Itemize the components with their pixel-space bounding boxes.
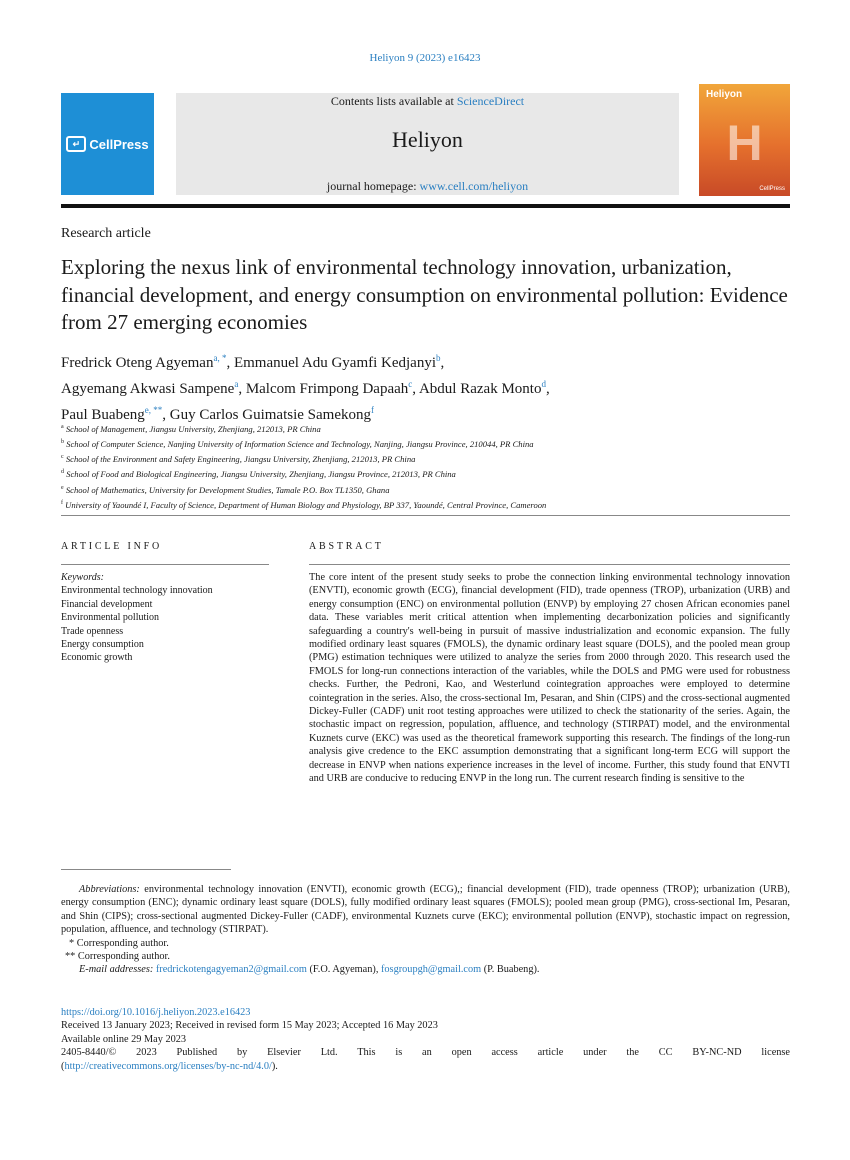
abstract-heading: ABSTRACT (309, 541, 384, 552)
keywords-label: Keywords: (61, 572, 104, 583)
cover-letter-icon: H (726, 115, 763, 171)
keyword-item: Energy consumption (61, 639, 144, 651)
affiliation-item (61, 466, 790, 481)
affiliation-label: e (61, 484, 64, 491)
email-link[interactable]: fredrickotengagyeman2@gmail.com (155, 964, 307, 976)
affiliation-text: School of Mathematics, University for Development Studies, Tamale P.O. Box TL1350, Ghana (65, 484, 390, 495)
author-affil-link[interactable]: c (408, 379, 413, 389)
article-title: Exploring the nexus link of environmental technology innovation, urbanization, financial development, and energy consumption on environmental pollution: Evidence from 27 emerging economies (61, 255, 788, 334)
doi-link[interactable]: https://doi.org/10.1016/j.heliyon.2023.e16423 (61, 1007, 251, 1018)
keyword-item: Trade openness (61, 625, 124, 637)
affiliation-label: f (61, 499, 63, 506)
author-name: Malcom Frimpong Dapaah (245, 381, 409, 397)
email-owner: (P. Buabeng). (483, 964, 540, 976)
keyword-item: Environmental pollution (61, 612, 160, 624)
cellpress-mark-icon: ↵ (66, 136, 86, 152)
online-date: Available online 29 May 2023 (61, 1033, 187, 1045)
contents-line (176, 94, 679, 109)
journal-cover-image[interactable] (699, 84, 790, 196)
cover-title: Heliyon (706, 89, 743, 100)
author-name: Emmanuel Adu Gyamfi Kedjanyi (233, 355, 437, 371)
license-text: 2405-8440/© 2023 Published by Elsevier Ltd. This is an open access article under the CC BY-NC-ND license (61, 1047, 790, 1059)
author-separator: , (412, 381, 419, 397)
corresponding-author-note: * Corresponding author. (69, 937, 169, 949)
cellpress-logo-text: CellPress (89, 136, 149, 152)
license-url-line (61, 1060, 790, 1073)
affiliation-item (61, 451, 790, 466)
footnotes (61, 883, 790, 977)
journal-header (61, 84, 790, 202)
keyword-item: Environmental technology innovation (61, 585, 213, 597)
author-separator: , (226, 355, 234, 371)
affiliation-label: a (61, 424, 64, 430)
homepage-line (176, 179, 679, 194)
contents-prefix: Contents lists available at (330, 94, 454, 108)
history-dates: Received 13 January 2023; Received in revised form 15 May 2023; Accepted 16 May 2023 (61, 1020, 438, 1032)
license-paren: ). (271, 1060, 278, 1072)
article-info-divider (61, 564, 269, 565)
affiliation-item (61, 436, 790, 451)
license-paren: ( (61, 1060, 65, 1072)
keyword-item: Financial development (61, 598, 153, 610)
license-link[interactable]: http://creativecommons.org/licenses/by-nc-nd/4.0/ (64, 1060, 272, 1072)
affiliation-label: b (61, 439, 64, 446)
affiliation-text: School of Food and Biological Engineering, Jiangsu University, Zhenjiang, Jiangsu Province, 212013, PR China (66, 469, 456, 480)
email-link[interactable]: fosgroupgh@gmail.com (380, 964, 482, 976)
abbreviations-footnote (61, 883, 790, 937)
affiliation-list (61, 421, 790, 512)
publication-info (61, 1006, 790, 1073)
author-name: Paul Buabeng (61, 407, 145, 423)
affiliation-item (61, 482, 790, 497)
journal-name: Heliyon (392, 127, 463, 152)
footnote-divider (61, 869, 231, 870)
affiliation-text: University of Yaoundé I, Faculty of Science, Department of Human Biology and Physiology, BP 337, Yaoundé, Central Province, Cameroon (65, 499, 547, 510)
abbreviations-label: Abbreviations: (79, 884, 140, 895)
author-separator: , (162, 407, 170, 423)
author-affil-link[interactable]: b (436, 353, 441, 363)
keyword-item: Economic growth (61, 652, 133, 664)
email-footnote (61, 963, 790, 976)
author-affil-link[interactable]: a, * (213, 353, 227, 363)
abbreviations-text: environmental technology innovation (ENVTI), economic growth (ECG),; financial development (FID), trade openness (TROP); urbanization (URB), energy consumption (ENC); dynamic ordinary least square (DOLS), fully modified ordinary least squares (FMOLS); pooled mean group (PMG), cross-sectional Im, Pesaran, and Shin (CIPS); cross-sectional augmented Dickey-Fuller (CADF), environmental Kuznets curve (EKC); environmental pollution (ENVP), stochastic impact on regression, population, affluence, and technology (STIRPAT). (61, 884, 791, 936)
affiliation-item (61, 497, 790, 512)
affiliation-item (61, 421, 790, 436)
cellpress-logo[interactable] (61, 93, 154, 195)
author-affil-link[interactable]: d (541, 379, 546, 389)
article-type: Research article (61, 226, 151, 241)
corresponding-author-note: ** Corresponding author. (65, 951, 170, 963)
affiliation-text: School of Management, Jiangsu University, Zhenjiang, 212013, PR China (65, 423, 321, 434)
affiliation-label: c (61, 454, 64, 461)
author-affil-link[interactable]: f (370, 405, 374, 415)
author-name: Guy Carlos Guimatsie Samekong (169, 407, 371, 423)
affiliation-divider (61, 515, 790, 516)
author-affil-link[interactable]: a (234, 379, 239, 389)
journal-masthead (176, 93, 679, 195)
author-affil-link[interactable]: e, ** (144, 405, 163, 415)
email-owner: (F.O. Agyeman), (309, 964, 379, 976)
affiliation-text: School of Computer Science, Nanjing University of Information Science and Technology, Nanjing, Jiangsu Province, 210044, PR China (66, 439, 534, 450)
author-separator: , (440, 355, 445, 371)
homepage-prefix: journal homepage: (326, 179, 417, 193)
homepage-link[interactable]: www.cell.com/heliyon (419, 179, 529, 193)
article-info-heading: ARTICLE INFO (61, 541, 163, 552)
keywords-block (61, 571, 269, 665)
cover-footer: CellPress (759, 186, 785, 192)
author-name: Abdul Razak Monto (418, 381, 542, 397)
affiliation-text: School of the Environment and Safety Engineering, Jiangsu University, Zhenjiang, 212013, PR China (65, 454, 416, 465)
author-name: Fredrick Oteng Agyeman (61, 355, 214, 371)
header-divider (61, 204, 790, 208)
author-separator: , (238, 381, 246, 397)
sciencedirect-link[interactable]: ScienceDirect (456, 94, 525, 108)
email-label: E-mail addresses: (79, 964, 154, 976)
affiliation-label: d (61, 469, 64, 476)
abstract-text: The core intent of the present study seeks to probe the connection linking environmental technology innovation (ENVTI), economic growth (ECG), financial development (FID), trade openness (TROP), urbanization (URB) and energy consumption (ENC) on environmental pollution (ENVP) by employing 27 chosen African economies panel data. These variables merit critical attention when implementing decarbonization policies and significantly safeguarding a country's well-being in pursuit of massive industrialization and economic expansion. The fully modified ordinary least squares (FMOLS), the dynamic ordinary least square (DOLS), and the pooled mean group (PMG) estimation techniques were utilized to analyze the series from 2000 through 2020. This research used the FMOLS for long-run connections interaction of the variables, while the DOLS and PMG were used for robustness checks. Further, the Pedroni, Kao, and Westerlund cointegration approaches were employed to determine cointegration in the series. Also, the cross-sectional Im, Pesaran, and Shin (CIPS) and the cross-sectional augmented Dickey-Fuller (CADF) unit root testing approaches were utilized to check the stationarity of the series. Again, the stochastic impact on regression, population, affluence, and technology (STIRPAT) model, and the environmental Kuznets curve (EKC) was used as the theoretical framework supporting this research. The findings of the long-run analysis give credence to the EKC assumption demonstrating that a significant long-term ECG will support the decrease in ENVP when nations experience increases in the level of income. Further, this study found that ENVTI and URB are conducive to reducing ENVP in the long run. The current research finding is sensitive to the (309, 572, 790, 785)
journal-citation[interactable]: Heliyon 9 (2023) e16423 (369, 52, 481, 64)
author-name: Agyemang Akwasi Sampene (61, 381, 235, 397)
abstract-divider (309, 564, 790, 565)
author-separator: , (545, 381, 550, 397)
author-list (61, 348, 790, 426)
